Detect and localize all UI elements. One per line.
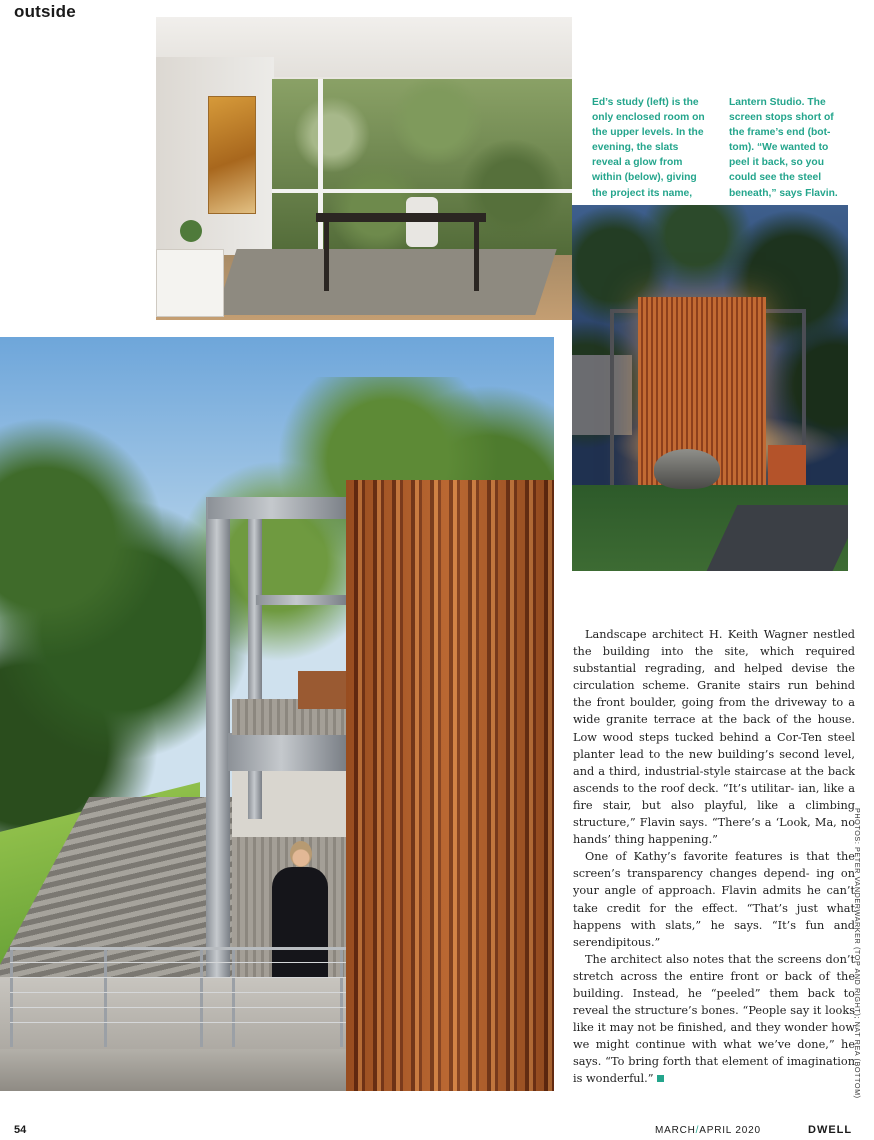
window-mullion xyxy=(272,189,572,193)
photo-credit-text: PHOTOS: PETER VANDERWARKER (TOP AND RIGHT); NAT REA (BOTTOM) xyxy=(853,808,862,1099)
page-number: 54 xyxy=(14,1124,27,1136)
steel-beam xyxy=(228,733,346,771)
study-rug xyxy=(215,249,556,315)
study-desk xyxy=(316,213,486,222)
caption-right-column: Lantern Studio. The screen stops short of the frame’s end (bot- tom). “We wanted to peel it back, so you could see the steel beneath,” says Flavin. xyxy=(729,97,838,199)
issue-month: MARCH xyxy=(655,1125,696,1136)
railing-wire xyxy=(10,1007,346,1008)
article-body xyxy=(573,626,855,1088)
issue-date xyxy=(655,1125,761,1136)
steel-beam xyxy=(256,595,346,605)
end-of-article-mark xyxy=(657,1075,664,1082)
body-paragraph-2: One of Kathy’s favorite features is that the screen’s transparency changes depend- ing on your angle of approach. Flavin admits he can’t take credit for the effect. “That’s just what happens with slats,” he says. “It’s fun and serendipitous.” xyxy=(573,850,855,949)
study-artwork xyxy=(208,96,256,214)
steel-column xyxy=(248,519,262,819)
caption-left-column: Ed’s study (left) is the only enclosed room on the upper levels. In the evening, the slats reveal a glow from within (below), giving the project its name, xyxy=(592,97,705,199)
railing-wire xyxy=(10,1022,346,1023)
window-mullion xyxy=(318,79,323,265)
railing-wire xyxy=(10,977,346,978)
person-head xyxy=(290,841,312,867)
railing-wire xyxy=(10,962,346,963)
issue-slash: / xyxy=(695,1125,700,1136)
railing-top xyxy=(10,947,346,950)
section-label: outside xyxy=(14,2,76,21)
body-paragraph-3-text: The architect also notes that the screens don’t stretch across the entire front or back of the building. Instead, he “peeled” them back to reveal the structure’s bones. “People say it looks like it may not be finished, and they wonder how we might continue with what we’ve done,” he says. “To bring forth that element of imagination is wonderful.” xyxy=(573,952,855,1086)
night-boulder xyxy=(654,449,720,489)
corten-planter xyxy=(298,671,346,709)
railing-wire xyxy=(10,992,346,993)
magazine-brand: DWELL xyxy=(808,1124,853,1136)
photo-credit xyxy=(853,808,870,1099)
study-chair xyxy=(406,197,438,247)
foundation-wall xyxy=(0,1049,346,1091)
issue-month-year: APRIL 2020 xyxy=(699,1125,761,1136)
steel-beam xyxy=(208,497,348,519)
photo-night-exterior xyxy=(572,205,848,571)
study-desk-leg xyxy=(474,221,479,291)
body-paragraph-1: Landscape architect H. Keith Wagner nestled the building into the site, which required substantial regrading, and helped devise the circulation scheme. Granite stairs run behind the front boulder, going from the driveway to a wide granite terrace at the back of the house. Low wood steps tucked behind a Cor-Ten steel planter lead to the new building’s second level, and a third, industrial-style staircase at the back ascends to the roof deck. “It’s utilitar- ian, like a fire stair, but also playful, like a climbing structure,” Flavin says. “There’s a ‘Look, Ma, no hands’ thing happening.” xyxy=(573,628,855,847)
photo-study-interior xyxy=(156,17,572,320)
study-plant xyxy=(180,220,202,242)
wood-slat-shading xyxy=(346,480,554,1091)
study-desk-leg xyxy=(324,221,329,291)
study-shelf xyxy=(156,249,224,317)
steel-column xyxy=(206,497,230,1057)
photo-main-exterior xyxy=(0,337,554,1091)
body-paragraph-3 xyxy=(573,951,855,1088)
